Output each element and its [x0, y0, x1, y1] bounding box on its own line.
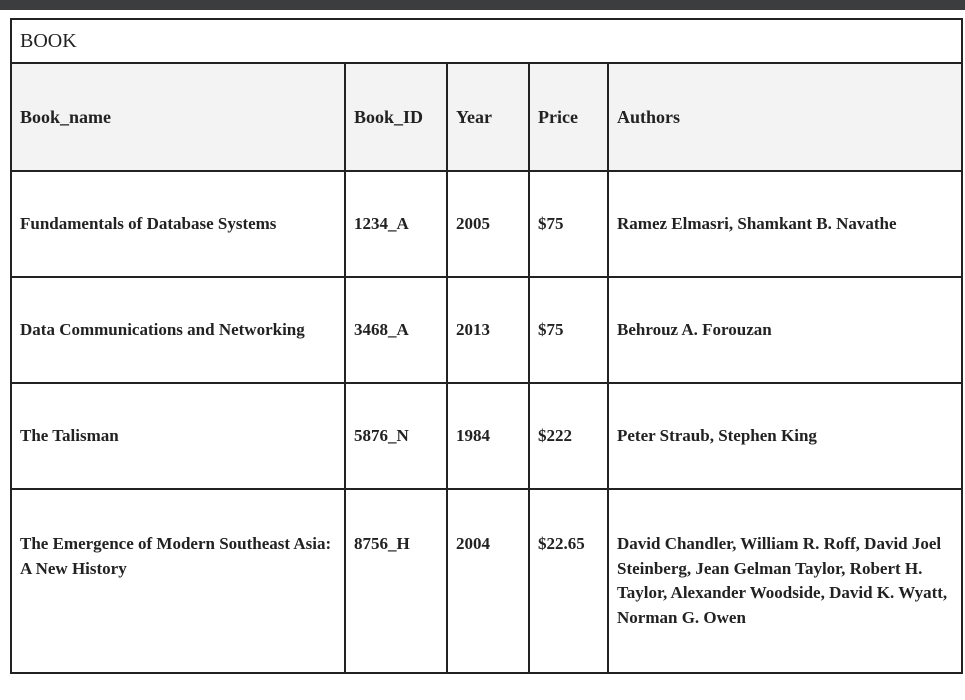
cell-authors: Behrouz A. Forouzan [608, 277, 962, 383]
cell-price: $75 [529, 171, 608, 277]
cell-book-id: 5876_N [345, 383, 447, 489]
cell-book-name: Fundamentals of Database Systems [11, 171, 345, 277]
table-row [11, 171, 962, 277]
cell-book-name: The Emergence of Modern Southeast Asia: A New History [11, 489, 345, 673]
cell-price: $75 [529, 277, 608, 383]
cell-book-name: The Talisman [11, 383, 345, 489]
book-table [10, 18, 963, 674]
column-header-book-id: Book_ID [345, 63, 447, 171]
cell-year: 2013 [447, 277, 529, 383]
cell-year: 2004 [447, 489, 529, 673]
cell-year: 2005 [447, 171, 529, 277]
cell-price: $22.65 [529, 489, 608, 673]
cell-authors: David Chandler, William R. Roff, David Joel Steinberg, Jean Gelman Taylor, Robert H. Taylor, Alexander Woodside, David K. Wyatt, Norman G. Owen [608, 489, 962, 673]
column-header-book-name: Book_name [11, 63, 345, 171]
table-caption: BOOK [11, 19, 962, 63]
table-header-row [11, 63, 962, 171]
cell-book-id: 3468_A [345, 277, 447, 383]
table-row [11, 489, 962, 673]
cell-price: $222 [529, 383, 608, 489]
table-row [11, 277, 962, 383]
table-row [11, 383, 962, 489]
cell-authors: Peter Straub, Stephen King [608, 383, 962, 489]
cell-book-name: Data Communications and Networking [11, 277, 345, 383]
cell-year: 1984 [447, 383, 529, 489]
book-table-container [10, 18, 961, 674]
top-bar [0, 0, 965, 10]
cell-book-id: 1234_A [345, 171, 447, 277]
column-header-price: Price [529, 63, 608, 171]
column-header-authors: Authors [608, 63, 962, 171]
cell-authors: Ramez Elmasri, Shamkant B. Navathe [608, 171, 962, 277]
column-header-year: Year [447, 63, 529, 171]
cell-book-id: 8756_H [345, 489, 447, 673]
